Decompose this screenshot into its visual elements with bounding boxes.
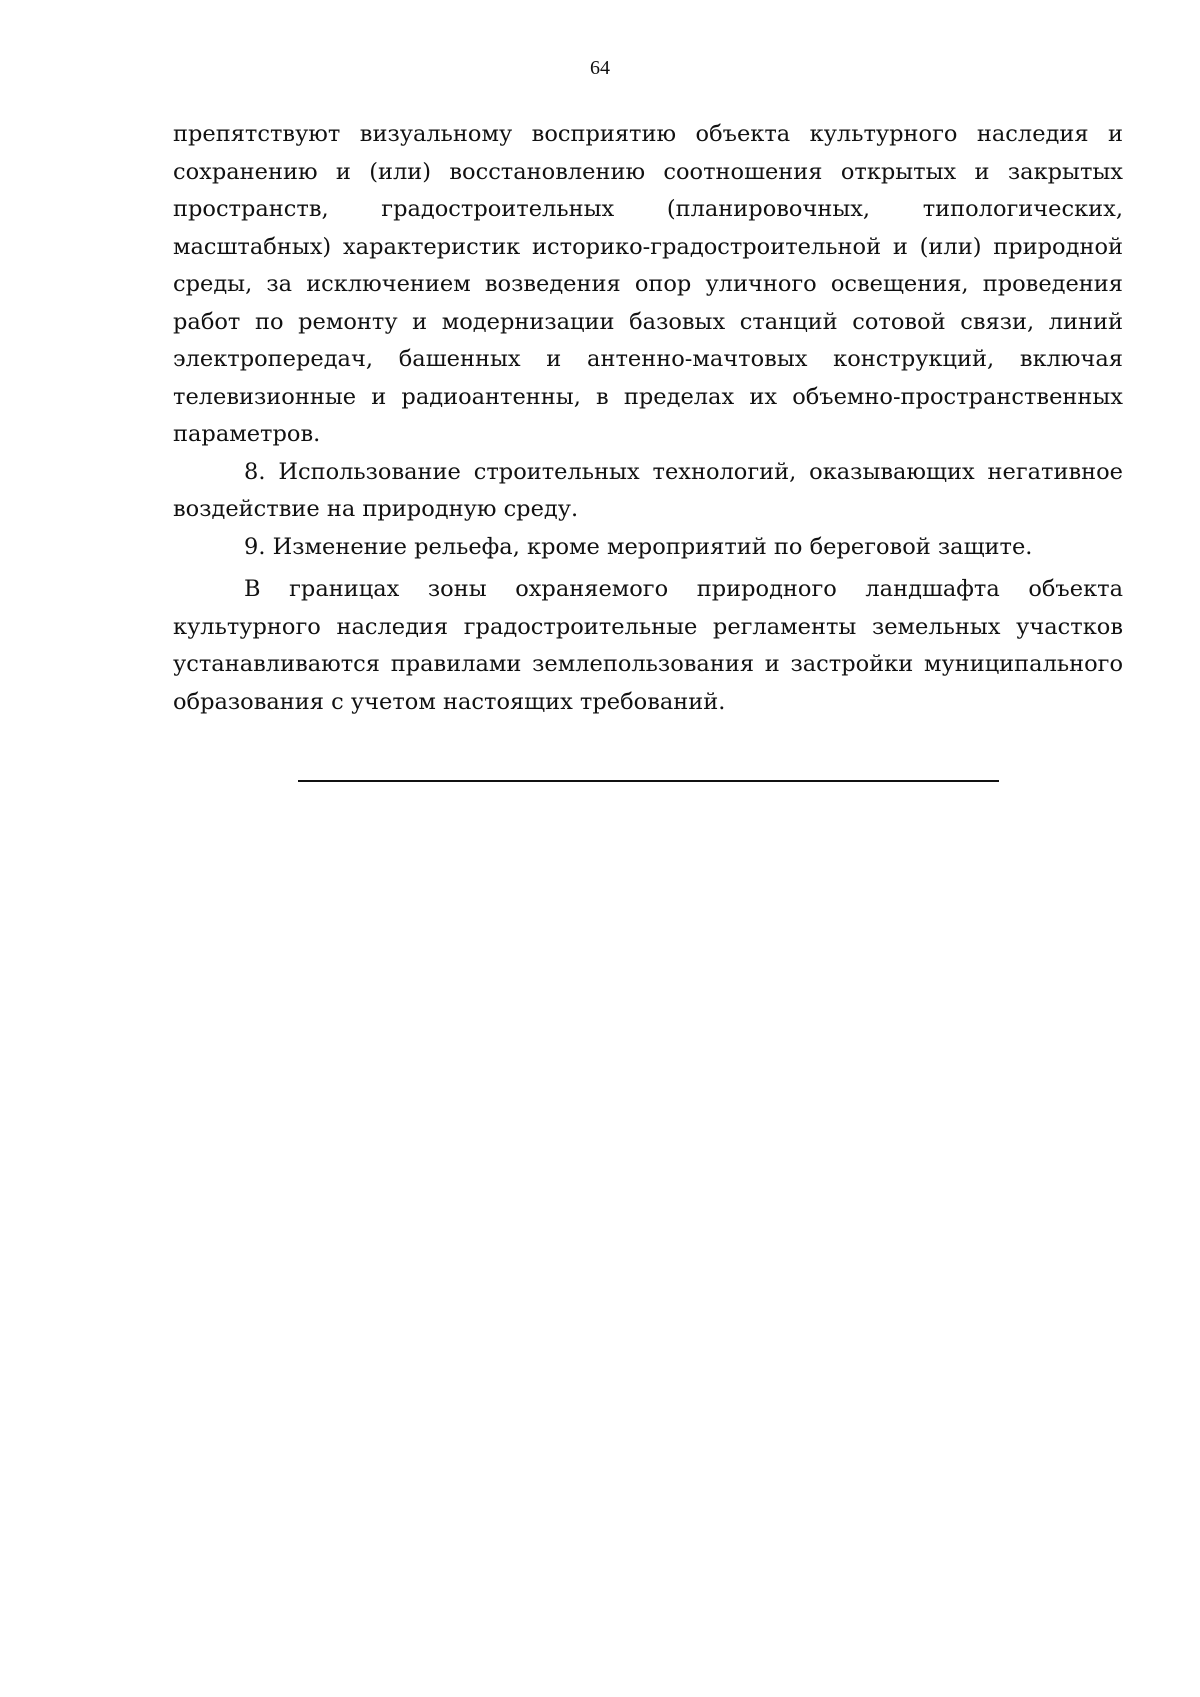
paragraph-regulations: В границах зоны охраняемого природного ландшафта объекта культурного наследия градостроительные регламенты земельных участков устанавливаются правилами землепользования и застройки муниципального образования с учетом настоящих требований. [173, 576, 1123, 715]
paragraph-continuation: препятствуют визуальному восприятию объекта культурного наследия и сохранению и (или) восстановлению соотношения открытых и закрытых пространств, градостроительных (планировочных, типологических, масштабных) характеристик историко-градостроительной и (или) природной среды, за исключением возведения опор уличного освещения, проведения работ по ремонту и модернизации базовых станций сотовой связи, линий электропередач, башенных и антенно-мачтовых конструкций, включая телевизионные и радиоантенны, в пределах их объемно-пространственных параметров. [173, 121, 1123, 447]
closing-rule-divider [298, 780, 999, 782]
page-number: 64 [590, 57, 610, 79]
document-body [173, 116, 1123, 721]
paragraph-item-9: 9. Изменение рельефа, кроме мероприятий по береговой защите. [244, 533, 1033, 560]
paragraph-item-8: 8. Использование строительных технологий, оказывающих негативное воздействие на природную среду. [173, 458, 1123, 522]
